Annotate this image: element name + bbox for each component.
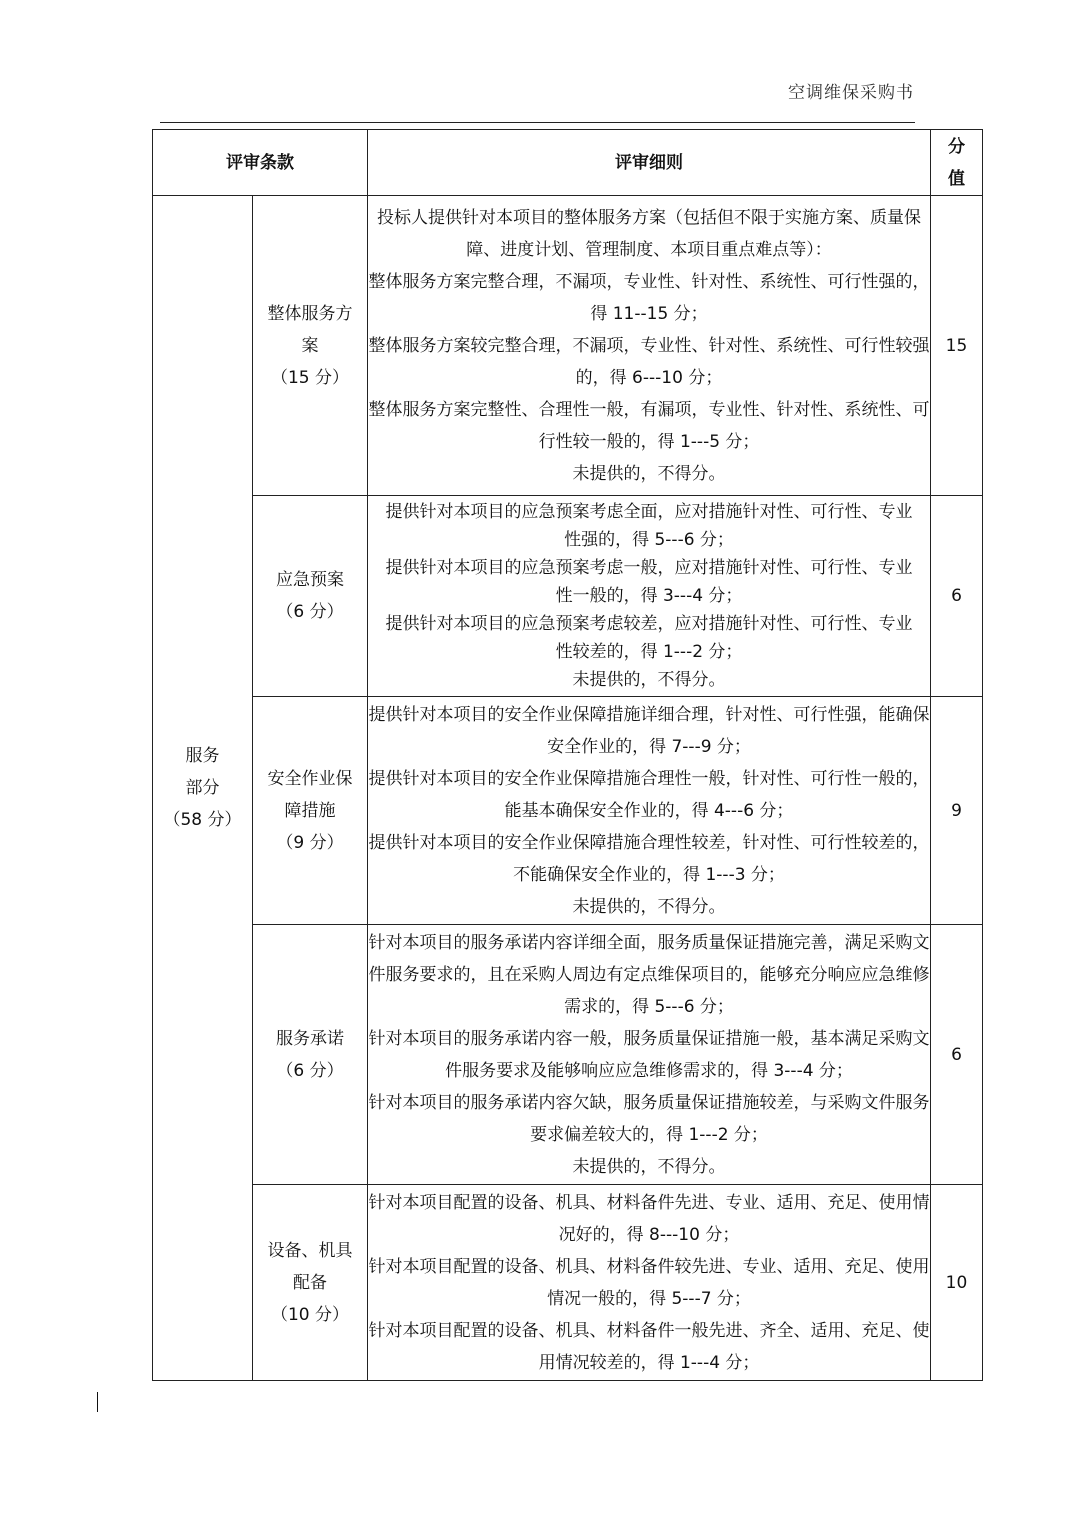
score-cell: 10: [931, 1185, 983, 1381]
clause-name-line: 服务承诺: [276, 1028, 344, 1049]
table-row: [153, 697, 983, 925]
clause-name-line: 障措施: [284, 800, 336, 821]
detail-cell: [368, 697, 931, 925]
score-cell: 6: [931, 496, 983, 697]
clause-name-cell: [253, 1185, 368, 1381]
table-row: [153, 196, 983, 496]
detail-paragraph: 提供针对本项目的应急预案考虑一般，应对措施针对性、可行性、专业性一般的，得 3---4 分；: [385, 558, 913, 606]
detail-paragraph: 提供针对本项目的安全作业保障措施合理性一般，针对性、可行性一般的，能基本确保安全作业的，得 4---6 分；: [368, 768, 930, 821]
detail-paragraph: 未提供的，不得分。: [572, 463, 726, 484]
clause-name-line: （15 分）: [270, 367, 350, 388]
detail-paragraph: 提供针对本项目的安全作业保障措施详细合理，针对性、可行性强，能确保安全作业的，得 7---9 分；: [368, 704, 930, 757]
clause-name-line: 案: [301, 335, 319, 356]
clause-name-line: 配备: [293, 1272, 327, 1293]
detail-paragraph: 未提供的，不得分。: [572, 896, 726, 917]
detail-paragraph: 整体服务方案完整合理，不漏项，专业性、针对性、系统性、可行性强的，得 11--15 分；: [368, 271, 930, 324]
scoring-table: [152, 129, 983, 1381]
clause-name-line: 设备、机具: [267, 1240, 353, 1261]
clause-name-line: 安全作业保: [267, 768, 353, 789]
table-row: [153, 925, 983, 1185]
category-line: （58 分）: [163, 810, 242, 830]
detail-paragraph: 提供针对本项目的应急预案考虑全面，应对措施针对性、可行性、专业性强的，得 5---6 分；: [385, 502, 913, 550]
detail-paragraph: 针对本项目的服务承诺内容一般，服务质量保证措施一般，基本满足采购文件服务要求及能够响应应急维修需求的，得 3---4 分；: [368, 1028, 930, 1081]
detail-paragraph: 整体服务方案较完整合理，不漏项，专业性、针对性、系统性、可行性较强的，得 6---10 分；: [368, 335, 930, 388]
text-cursor: [97, 1392, 98, 1412]
header-divider: [160, 122, 915, 123]
category-line: 部分: [185, 778, 220, 798]
document-header-title: 空调维保采购书: [788, 83, 914, 103]
clause-name-cell: [253, 925, 368, 1185]
column-header-detail: 评审细则: [368, 130, 931, 196]
clause-name-line: （6 分）: [276, 602, 344, 622]
clause-name-cell: [253, 697, 368, 925]
detail-paragraph: 整体服务方案完整性、合理性一般，有漏项，专业性、针对性、系统性、可行性较一般的，得 1---5 分；: [368, 399, 930, 452]
score-cell: 15: [931, 196, 983, 496]
clause-name-line: 应急预案: [276, 570, 344, 590]
column-header-clause: 评审条款: [153, 130, 368, 196]
detail-paragraph: 针对本项目配置的设备、机具、材料备件先进、专业、适用、充足、使用情况好的，得 8---10 分；: [368, 1192, 930, 1245]
detail-paragraph: 提供针对本项目的安全作业保障措施合理性较差，针对性、可行性较差的，不能确保安全作业的，得 1---3 分；: [368, 832, 930, 885]
detail-cell: [368, 496, 931, 697]
detail-paragraph: 针对本项目配置的设备、机具、材料备件一般先进、齐全、适用、充足、使用情况较差的，得 1---4 分；: [368, 1320, 930, 1373]
clause-name-line: （10 分）: [270, 1304, 350, 1325]
clause-name-line: （6 分）: [276, 1060, 344, 1081]
score-header-line1: 分: [948, 136, 965, 157]
detail-paragraph: 提供针对本项目的应急预案考虑较差，应对措施针对性、可行性、专业性较差的，得 1---2 分；: [385, 614, 913, 662]
detail-paragraph: 未提供的，不得分。: [572, 1156, 726, 1177]
category-line: 服务: [185, 746, 220, 766]
category-cell: [153, 196, 253, 1381]
detail-paragraph: 针对本项目的服务承诺内容欠缺，服务质量保证措施较差，与采购文件服务要求偏差较大的，得 1---2 分；: [368, 1092, 930, 1145]
score-header-line2: 值: [948, 168, 965, 189]
detail-cell: [368, 925, 931, 1185]
detail-paragraph: 针对本项目配置的设备、机具、材料备件较先进、专业、适用、充足、使用情况一般的，得 5---7 分；: [368, 1256, 930, 1309]
clause-name-line: （9 分）: [276, 832, 344, 853]
detail-cell: [368, 196, 931, 496]
clause-name-cell: [253, 196, 368, 496]
detail-paragraph: 未提供的，不得分。: [572, 670, 726, 690]
clause-name-cell: [253, 496, 368, 697]
score-cell: 9: [931, 697, 983, 925]
detail-paragraph: 投标人提供针对本项目的整体服务方案（包括但不限于实施方案、质量保障、进度计划、管理制度、本项目重点难点等）：: [377, 207, 921, 260]
column-header-score: [931, 130, 983, 196]
table-row: [153, 1185, 983, 1381]
detail-cell: [368, 1185, 931, 1381]
table-header-row: [153, 130, 983, 196]
score-cell: 6: [931, 925, 983, 1185]
clause-name-line: 整体服务方: [267, 303, 353, 324]
detail-paragraph: 针对本项目的服务承诺内容详细全面，服务质量保证措施完善，满足采购文件服务要求的，且在采购人周边有定点维保项目的，能够充分响应应急维修需求的，得 5---6 分；: [368, 932, 930, 1017]
table-row: [153, 496, 983, 697]
